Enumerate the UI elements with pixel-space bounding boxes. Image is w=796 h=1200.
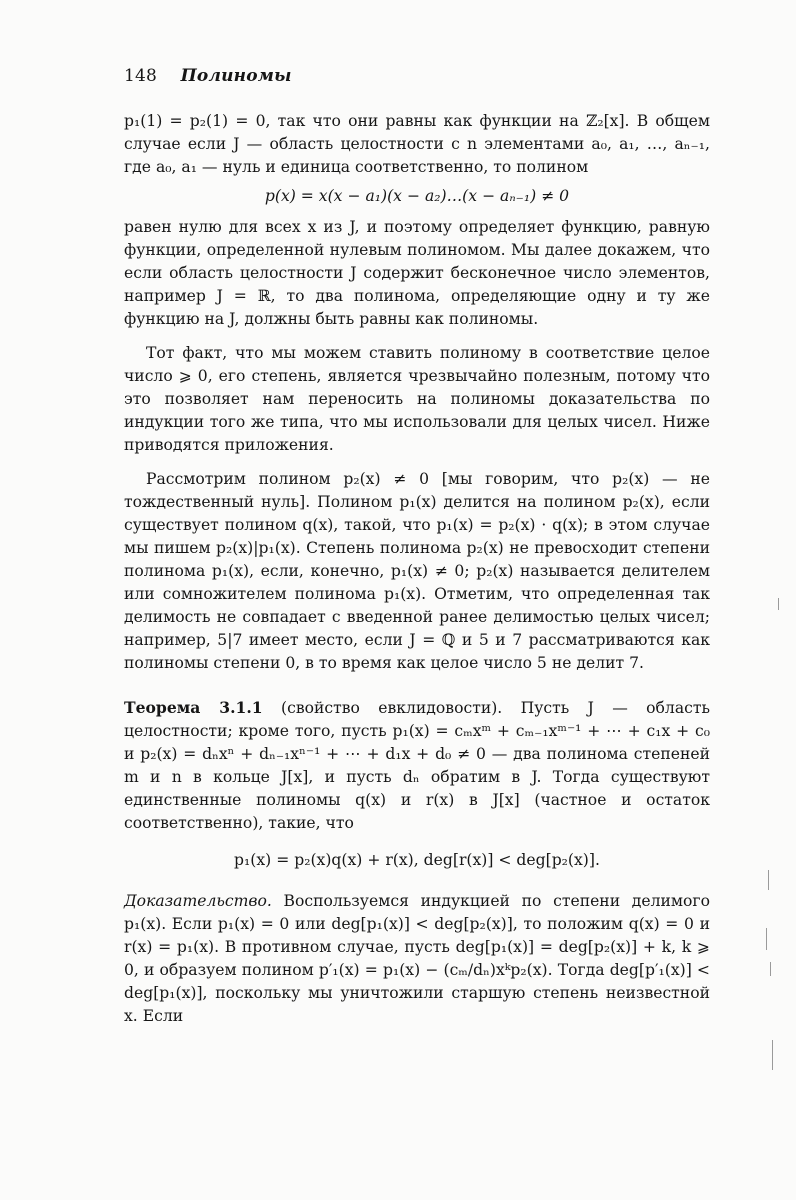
paragraph-1: p₁(1) = p₂(1) = 0, так что они равны как функции на ℤ₂[x]. В общем случае если J — область целостности с n элементами a₀, a₁, …, aₙ₋₁, где a₀, a₁ — нуль и единица соответственно, то полином: [124, 112, 710, 176]
scan-artifact: [778, 598, 779, 610]
theorem-statement: (свойство евклидовости). Пусть J — область целостности; кроме того, пусть p₁(x) = cₘxᵐ + cₘ₋₁xᵐ⁻¹ + ⋯ + c₁x + c₀ и p₂(x) = dₙxⁿ + dₙ₋₁xⁿ⁻¹ + ⋯ + d₁x + d₀ ≠ 0 — два полинома степеней m и n в кольце J[x], и пусть dₙ обратим в J. Тогда существуют единственные полиномы q(x) и r(x) в J[x] (частное и остаток соответственно), такие, что: [124, 699, 710, 832]
proof-heading: Доказательство.: [124, 892, 272, 910]
paragraph-3: Тот факт, что мы можем ставить полиному в соответствие целое число ⩾ 0, его степень, является чрезвычайно полезным, потому что это позволяет нам переносить на полиномы доказательства по индукции того же типа, что мы использовали для целых чисел. Ниже приводятся приложения.: [124, 344, 710, 454]
paragraph-4: Рассмотрим полином p₂(x) ≠ 0 [мы говорим, что p₂(x) — не тождественный нуль]. Полином p₁(x) делится на полином p₂(x), если существует полином q(x), такой, что p₁(x) = p₂(x) · q(x); в этом случае мы пишем p₂(x)|p₁(x). Степень полинома p₂(x) не превосходит степени полинома p₁(x), если, конечно, p₁(x) ≠ 0; p₂(x) называется делителем или сомножителем полинома p₁(x). Отметим, что определенная так делимость не совпадает с введенной ранее делимостью целых чисел; например, 5|7 имеет место, если J = ℚ и 5 и 7 рассматриваются как полиномы степени 0, в то время как целое число 5 не делит 7.: [124, 470, 710, 672]
page-body: [124, 110, 710, 1028]
scan-artifact: [772, 1040, 773, 1070]
formula-polynomial-product: p(x) = x(x − a₁)(x − a₂)…(x − aₙ₋₁) ≠ 0: [264, 187, 570, 205]
page-number: 148: [124, 66, 158, 86]
theorem-heading: Теорема 3.1.1: [124, 698, 263, 717]
scan-artifact: [770, 962, 771, 976]
scan-artifact: [768, 870, 769, 890]
running-header: [124, 66, 292, 86]
proof: [124, 890, 710, 1028]
scan-artifact: [766, 928, 767, 950]
running-title: Полиномы: [180, 66, 292, 86]
paragraph-2: равен нулю для всех x из J, и поэтому определяет функцию, равную функции, определенной нулевым полиномом. Мы далее докажем, что если область целостности J содержит бесконечное число элементов, например J = ℝ, то два полинома, определяющие одну и ту же функцию на J, должны быть равны как полиномы.: [124, 218, 710, 328]
formula-division: p₁(x) = p₂(x)q(x) + r(x), deg[r(x)] < deg[p₂(x)].: [234, 851, 600, 869]
proof-text: Воспользуемся индукцией по степени делимого p₁(x). Если p₁(x) = 0 или deg[p₁(x)] < deg[p₂(x)], то положим q(x) = 0 и r(x) = p₁(x). В противном случае, пусть deg[p₁(x)] = deg[p₂(x)] + k, k ⩾ 0, и образуем полином p′₁(x) = p₁(x) − (cₘ/dₙ)xᵏp₂(x). Тогда deg[p′₁(x)] < deg[p₁(x)], поскольку мы уничтожили старшую степень неизвестной x. Если: [124, 892, 710, 1025]
theorem-3-1-1: [124, 696, 710, 835]
